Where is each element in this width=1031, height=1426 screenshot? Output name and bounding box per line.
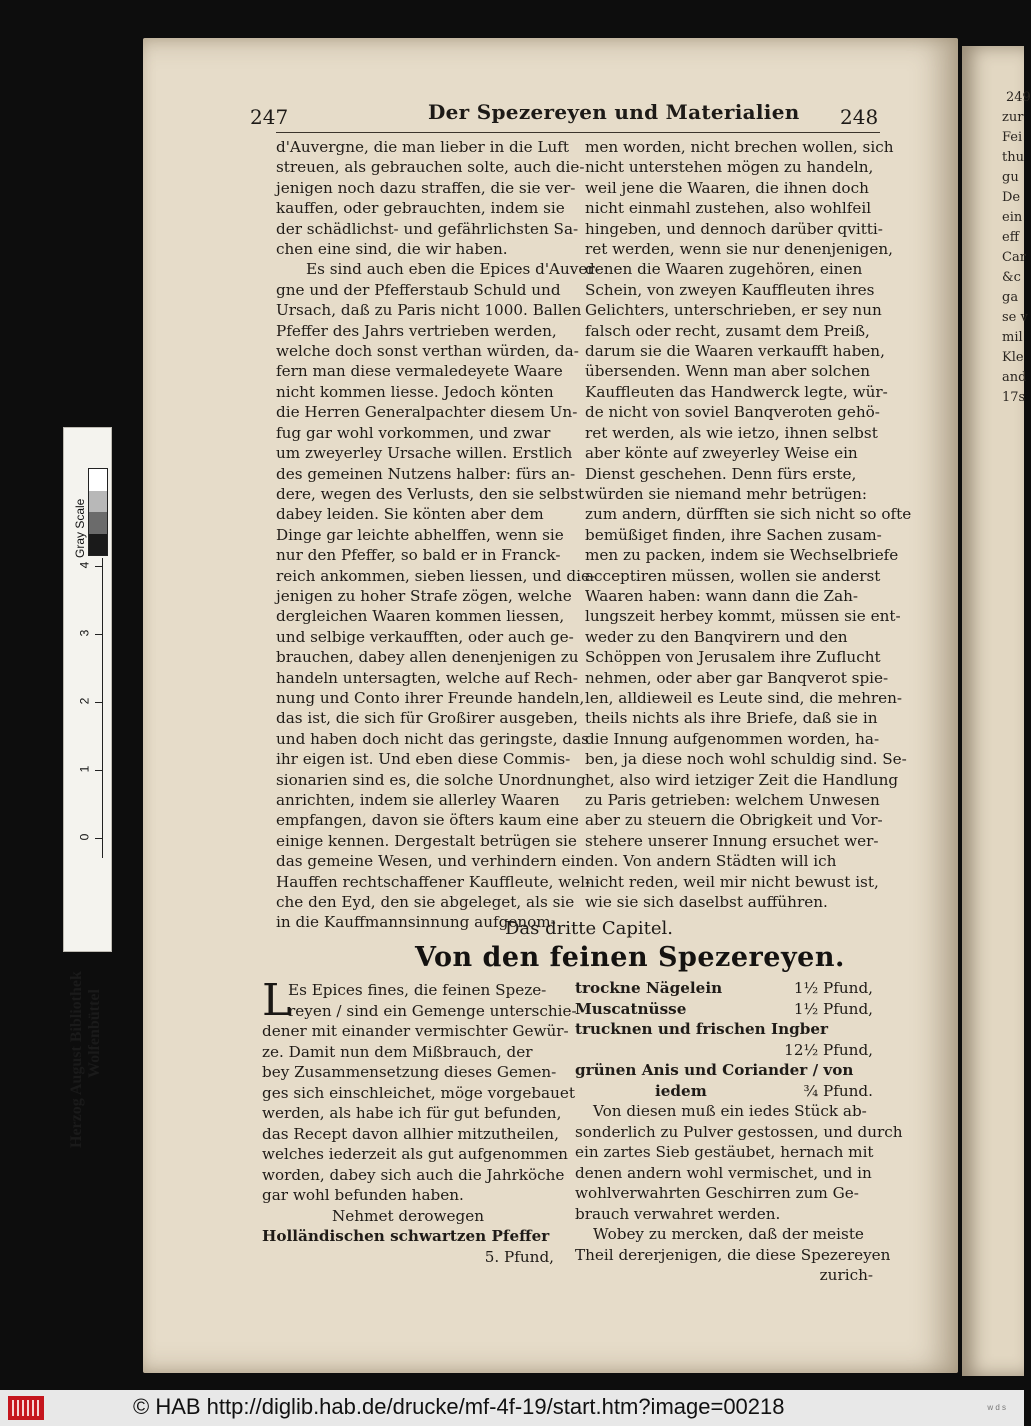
next-page-fragment: zur <box>1002 110 1024 125</box>
color-scale-card <box>63 427 112 1148</box>
section-right-column <box>575 978 903 1286</box>
scale-tick-label: 1 <box>77 765 92 773</box>
ingredient-row <box>575 1081 873 1102</box>
scale-tick-mark <box>95 770 103 771</box>
next-page-fragment: Fei <box>1002 130 1023 145</box>
next-page-fragment: 249 <box>1006 90 1031 105</box>
ingredient-row <box>575 1060 873 1081</box>
next-page-fragment: Kle <box>1002 350 1024 365</box>
hab-logo-icon <box>8 1396 44 1420</box>
scale-tick-mark <box>95 838 103 839</box>
text-line: aber zu steuern die Obrigkeit und Vor- <box>585 811 883 830</box>
text-line: das gemeine Wesen, und verhindern ein <box>276 852 586 871</box>
ingredient-row <box>575 1019 873 1040</box>
text-line: die Innung aufgenommen worden, ha- <box>585 729 880 748</box>
text-line: zurich- <box>819 1266 873 1284</box>
text-line: ein zartes Sieb gestäubet, hernach mit <box>575 1143 874 1161</box>
ingredient-name: trucknen und frischen Ingber <box>575 1020 829 1038</box>
text-line: gne und der Pfefferstaub Schuld und <box>276 280 561 299</box>
text-line: würden sie niemand mehr betrügen: <box>585 484 867 503</box>
text-line: dabey leiden. Sie könten aber dem <box>276 505 544 524</box>
text-line: werden, als habe ich für gut befunden, <box>262 1104 562 1122</box>
ingredient-quantity: 1½ Pfund, <box>793 979 873 997</box>
text-line: Theil dererjenigen, die diese Spezereyen <box>575 1245 891 1264</box>
text-line: denen die Waaren zugehören, einen <box>585 260 863 279</box>
text-line: zum andern, dürfften sie sich nicht so ofte <box>585 505 912 524</box>
scale-tick-mark <box>95 566 103 567</box>
next-page-fragment: Car <box>1002 250 1026 265</box>
text-line: jenigen noch dazu straffen, die sie ver- <box>276 178 576 197</box>
text-line: reyen / sind ein Gemenge unterschie- <box>288 1001 577 1020</box>
institution-city: Wolfenbüttel <box>86 989 103 1078</box>
ingredient-row <box>575 978 873 999</box>
ingredient-quantity: 12½ Pfund, <box>784 1040 873 1059</box>
text-line: das ist, die sich für Großirer ausgeben, <box>276 709 578 728</box>
text-line: ihr eigen ist. Und eben diese Commis- <box>276 750 571 769</box>
text-line: nur den Pfeffer, so bald er in Franck- <box>276 546 561 565</box>
next-page-fragment: eff <box>1002 230 1019 245</box>
text-line: Schein, von zweyen Kauffleuten ihres <box>585 280 875 299</box>
gray-scale-swatches <box>88 468 108 556</box>
text-line: Von diesen muß ein iedes Stück ab- <box>593 1102 867 1120</box>
text-line: bemüßiget finden, ihre Sachen zusam- <box>585 525 882 544</box>
text-line: weder zu den Banqvirern und den <box>585 627 848 646</box>
text-line: dergleichen Waaren kommen liessen, <box>276 607 565 626</box>
ingredient-line: Holländischen schwartzen Pfeffer <box>262 1227 550 1245</box>
next-page-edge <box>962 46 1031 1376</box>
section-left-column <box>262 975 577 1267</box>
text-line: das Recept davon allhier mitzutheilen, <box>262 1124 559 1143</box>
next-page-fragment: mil <box>1002 330 1023 345</box>
gray-scale-label: Gray Scale <box>73 498 87 558</box>
next-page-fragment: and <box>1002 370 1027 385</box>
scale-tick-label: 2 <box>77 697 92 705</box>
text-line: ges sich einschleichet, möge vorgebauet <box>262 1083 575 1102</box>
text-line: theils nichts als ihre Briefe, daß sie in <box>585 709 878 728</box>
text-line: um zweyerley Ursache willen. Erstlich <box>276 444 573 463</box>
text-line: des gemeinen Nutzens halber: fürs an- <box>276 464 576 483</box>
text-line: die Herren Generalpachter diesem Un- <box>276 403 578 422</box>
text-line: den. Von andern Städten will ich <box>585 852 837 871</box>
text-line: nehmen, oder aber gar Banqverot spie- <box>585 668 889 687</box>
text-line: fern man diese vermaledeyete Waare <box>276 362 563 381</box>
next-page-fragment: ein <box>1002 210 1023 225</box>
text-line: sionarien sind es, die solche Unordnung <box>276 770 586 789</box>
text-line: denen andern wohl vermischet, und in <box>575 1163 872 1182</box>
text-line: aber könte auf zweyerley Weise ein <box>585 444 858 463</box>
next-page-fragment: De <box>1002 190 1021 205</box>
text-line: lungszeit herbey kommt, müssen sie ent- <box>585 607 901 626</box>
footer-small-text: w d s <box>987 1403 1006 1412</box>
text-line: men worden, nicht brechen wollen, sich <box>585 138 894 156</box>
header-rule <box>276 132 880 133</box>
text-line: welche doch sonst verthan würden, da- <box>276 342 579 361</box>
text-line: chen eine sind, die wir haben. <box>276 240 508 259</box>
text-line: Wobey zu mercken, daß der meiste <box>593 1225 864 1243</box>
text-line: Dienst geschehen. Denn fürs erste, <box>585 464 857 483</box>
chapter-subtitle: Das dritte Capitel. <box>505 918 673 939</box>
text-line: Nehmet derowegen <box>332 1206 484 1225</box>
text-line: anrichten, indem sie allerley Waaren <box>276 791 560 809</box>
scale-ruler <box>102 558 103 858</box>
text-line: zu Paris getrieben: welchem Unwesen <box>585 791 880 809</box>
text-line: len, alldieweil es Leute sind, die mehren- <box>585 688 903 707</box>
text-line: sonderlich zu Pulver gestossen, und durch <box>575 1122 903 1141</box>
text-line: nicht einmahl zustehen, also wohlfeil <box>585 199 872 218</box>
scale-tick-label: 4 <box>77 561 92 569</box>
text-line: Ursach, daß zu Paris nicht 1000. Ballen <box>276 301 582 320</box>
institution-label <box>68 971 104 1148</box>
text-line: dener mit einander vermischter Gewür- <box>262 1022 569 1040</box>
ingredient-row <box>575 999 873 1020</box>
scale-tick-label: 3 <box>77 629 92 637</box>
text-line: ret werden, als wie ietzo, ihnen selbst <box>585 423 878 442</box>
text-line: Es Epices fines, die feinen Speze- <box>288 981 547 999</box>
text-line: ben, ja diese noch wohl schuldig sind. Se- <box>585 750 907 769</box>
footer-bar <box>0 1390 1024 1426</box>
scale-tick-mark <box>95 634 103 635</box>
text-line: Hauffen rechtschaffener Kauffleute, wel- <box>276 872 591 891</box>
text-line: worden, dabey sich auch die Jahrköche <box>262 1165 565 1184</box>
text-line: übersenden. Wenn man aber solchen <box>585 362 870 381</box>
gray-swatch <box>89 469 107 491</box>
text-line: nicht unterstehen mögen zu handeln, <box>585 158 874 177</box>
institution-name: Herzog August Bibliothek <box>68 971 85 1148</box>
text-line: de nicht von soviel Banqveroten gehö- <box>585 403 880 422</box>
text-line: empfangen, davon sie öfters kaum eine <box>276 811 579 830</box>
text-line: nung und Conto ihrer Freunde handeln, <box>276 688 585 707</box>
ingredient-row <box>575 1040 873 1061</box>
text-line: welches iederzeit als gut aufgenommen <box>262 1145 568 1163</box>
text-line: einige kennen. Dergestalt betrügen sie <box>276 831 577 850</box>
text-line: und selbige verkaufften, oder auch ge- <box>276 627 574 646</box>
text-line: brauchen, dabey allen denenjenigen zu <box>276 648 579 667</box>
text-line: het, also wird ietziger Zeit die Handlung <box>585 770 899 789</box>
ingredient-quantity: ¾ Pfund. <box>803 1081 873 1100</box>
gray-swatch <box>89 491 107 513</box>
text-line: Gelichters, unterschrieben, er sey nun <box>585 301 882 320</box>
ingredient-name: grünen Anis und Coriander / von <box>575 1061 854 1079</box>
page-number-left: 247 <box>250 105 289 129</box>
text-line: in die Kauffmannsinnung aufgenom- <box>276 913 556 932</box>
text-line: nicht reden, weil mir nicht bewust ist, <box>585 872 879 891</box>
text-line: Pfeffer des Jahrs vertrieben werden, <box>276 321 557 340</box>
text-line: bey Zusammensetzung dieses Gemen- <box>262 1063 557 1081</box>
text-line: falsch oder recht, zusamt dem Preiß, <box>585 321 870 340</box>
text-line: kauffen, oder gebrauchten, indem sie <box>276 199 565 218</box>
text-line: che den Eyd, den sie abgeleget, als sie <box>276 893 575 912</box>
text-line: Schöppen von Jerusalem ihre Zuflucht <box>585 648 881 667</box>
scale-tick-label: 0 <box>77 833 92 841</box>
text-line: streuen, als gebrauchen solte, auch die- <box>276 158 585 177</box>
text-line: Dinge gar leichte abhelffen, wenn sie <box>276 525 564 544</box>
page-number-right: 248 <box>840 105 879 129</box>
text-line: hingeben, und dennoch darüber qvitti- <box>585 219 883 238</box>
left-text-column <box>276 137 600 933</box>
ingredient-name: trockne Nägelein <box>575 979 723 997</box>
text-line: jenigen zu hoher Strafe zögen, welche <box>276 586 572 605</box>
text-line: acceptiren müssen, wollen sie anderst <box>585 566 881 585</box>
text-line: Kauffleuten das Handwerck legte, wür- <box>585 382 888 401</box>
text-line: darum sie die Waaren verkaufft haben, <box>585 342 885 361</box>
text-line: fug gar wohl vorkommen, und zwar <box>276 423 551 442</box>
text-line: gar wohl befunden haben. <box>262 1186 464 1204</box>
text-line: d'Auvergne, die man lieber in die Luft <box>276 138 570 156</box>
text-line: handeln untersagten, welche auf Rech- <box>276 668 578 687</box>
text-line: weil jene die Waaren, die ihnen doch <box>585 178 869 197</box>
text-line: dere, wegen des Verlusts, den sie selbst <box>276 484 585 503</box>
chapter-title: Von den feinen Spezereyen. <box>415 942 845 973</box>
text-line: ret werden, wenn sie nur denenjenigen, <box>585 240 893 259</box>
right-text-column <box>585 137 912 912</box>
text-line: nicht kommen liesse. Jedoch könten <box>276 382 554 401</box>
next-page-fragment: ga <box>1002 290 1019 305</box>
next-page-fragment: 17s <box>1002 390 1026 405</box>
text-line: stehere unserer Innung ersuchet wer- <box>585 831 879 850</box>
scale-tick-mark <box>95 702 103 703</box>
running-title: Der Spezereyen und Materialien <box>428 100 800 124</box>
next-page-fragment: se v <box>1002 310 1028 325</box>
text-line: wie sie sich daselbst aufführen. <box>585 893 828 912</box>
gray-swatch <box>89 534 107 556</box>
text-line: der schädlichst- und gefährlichsten Sa- <box>276 219 579 238</box>
text-line: und haben doch nicht das geringste, das <box>276 729 589 748</box>
gray-swatch <box>89 512 107 534</box>
text-line: Waaren haben: wann dann die Zah- <box>585 586 859 605</box>
ingredient-quantity: 5. Pfund, <box>484 1247 554 1266</box>
text-line: ze. Damit nun dem Mißbrauch, der <box>262 1042 533 1061</box>
next-page-fragment: thu <box>1002 150 1024 165</box>
next-page-fragment: &c <box>1002 270 1021 285</box>
ingredient-name: iedem <box>655 1081 707 1100</box>
text-line: reich ankommen, sieben liessen, und die- <box>276 566 596 585</box>
text-line: wohlverwahrten Geschirren zum Ge- <box>575 1184 859 1202</box>
text-line: brauch verwahret werden. <box>575 1204 781 1223</box>
drop-cap: L <box>262 975 292 1026</box>
ingredient-name: Muscatnüsse <box>575 999 687 1018</box>
text-line: men zu packen, indem sie Wechselbriefe <box>585 546 899 565</box>
next-page-fragment: gu <box>1002 170 1019 185</box>
text-line: Es sind auch eben die Epices d'Auver- <box>306 260 600 279</box>
footer-url[interactable]: © HAB http://diglib.hab.de/drucke/mf-4f-19/start.htm?image=00218 <box>133 1394 785 1419</box>
ingredient-quantity: 1½ Pfund, <box>793 999 873 1018</box>
